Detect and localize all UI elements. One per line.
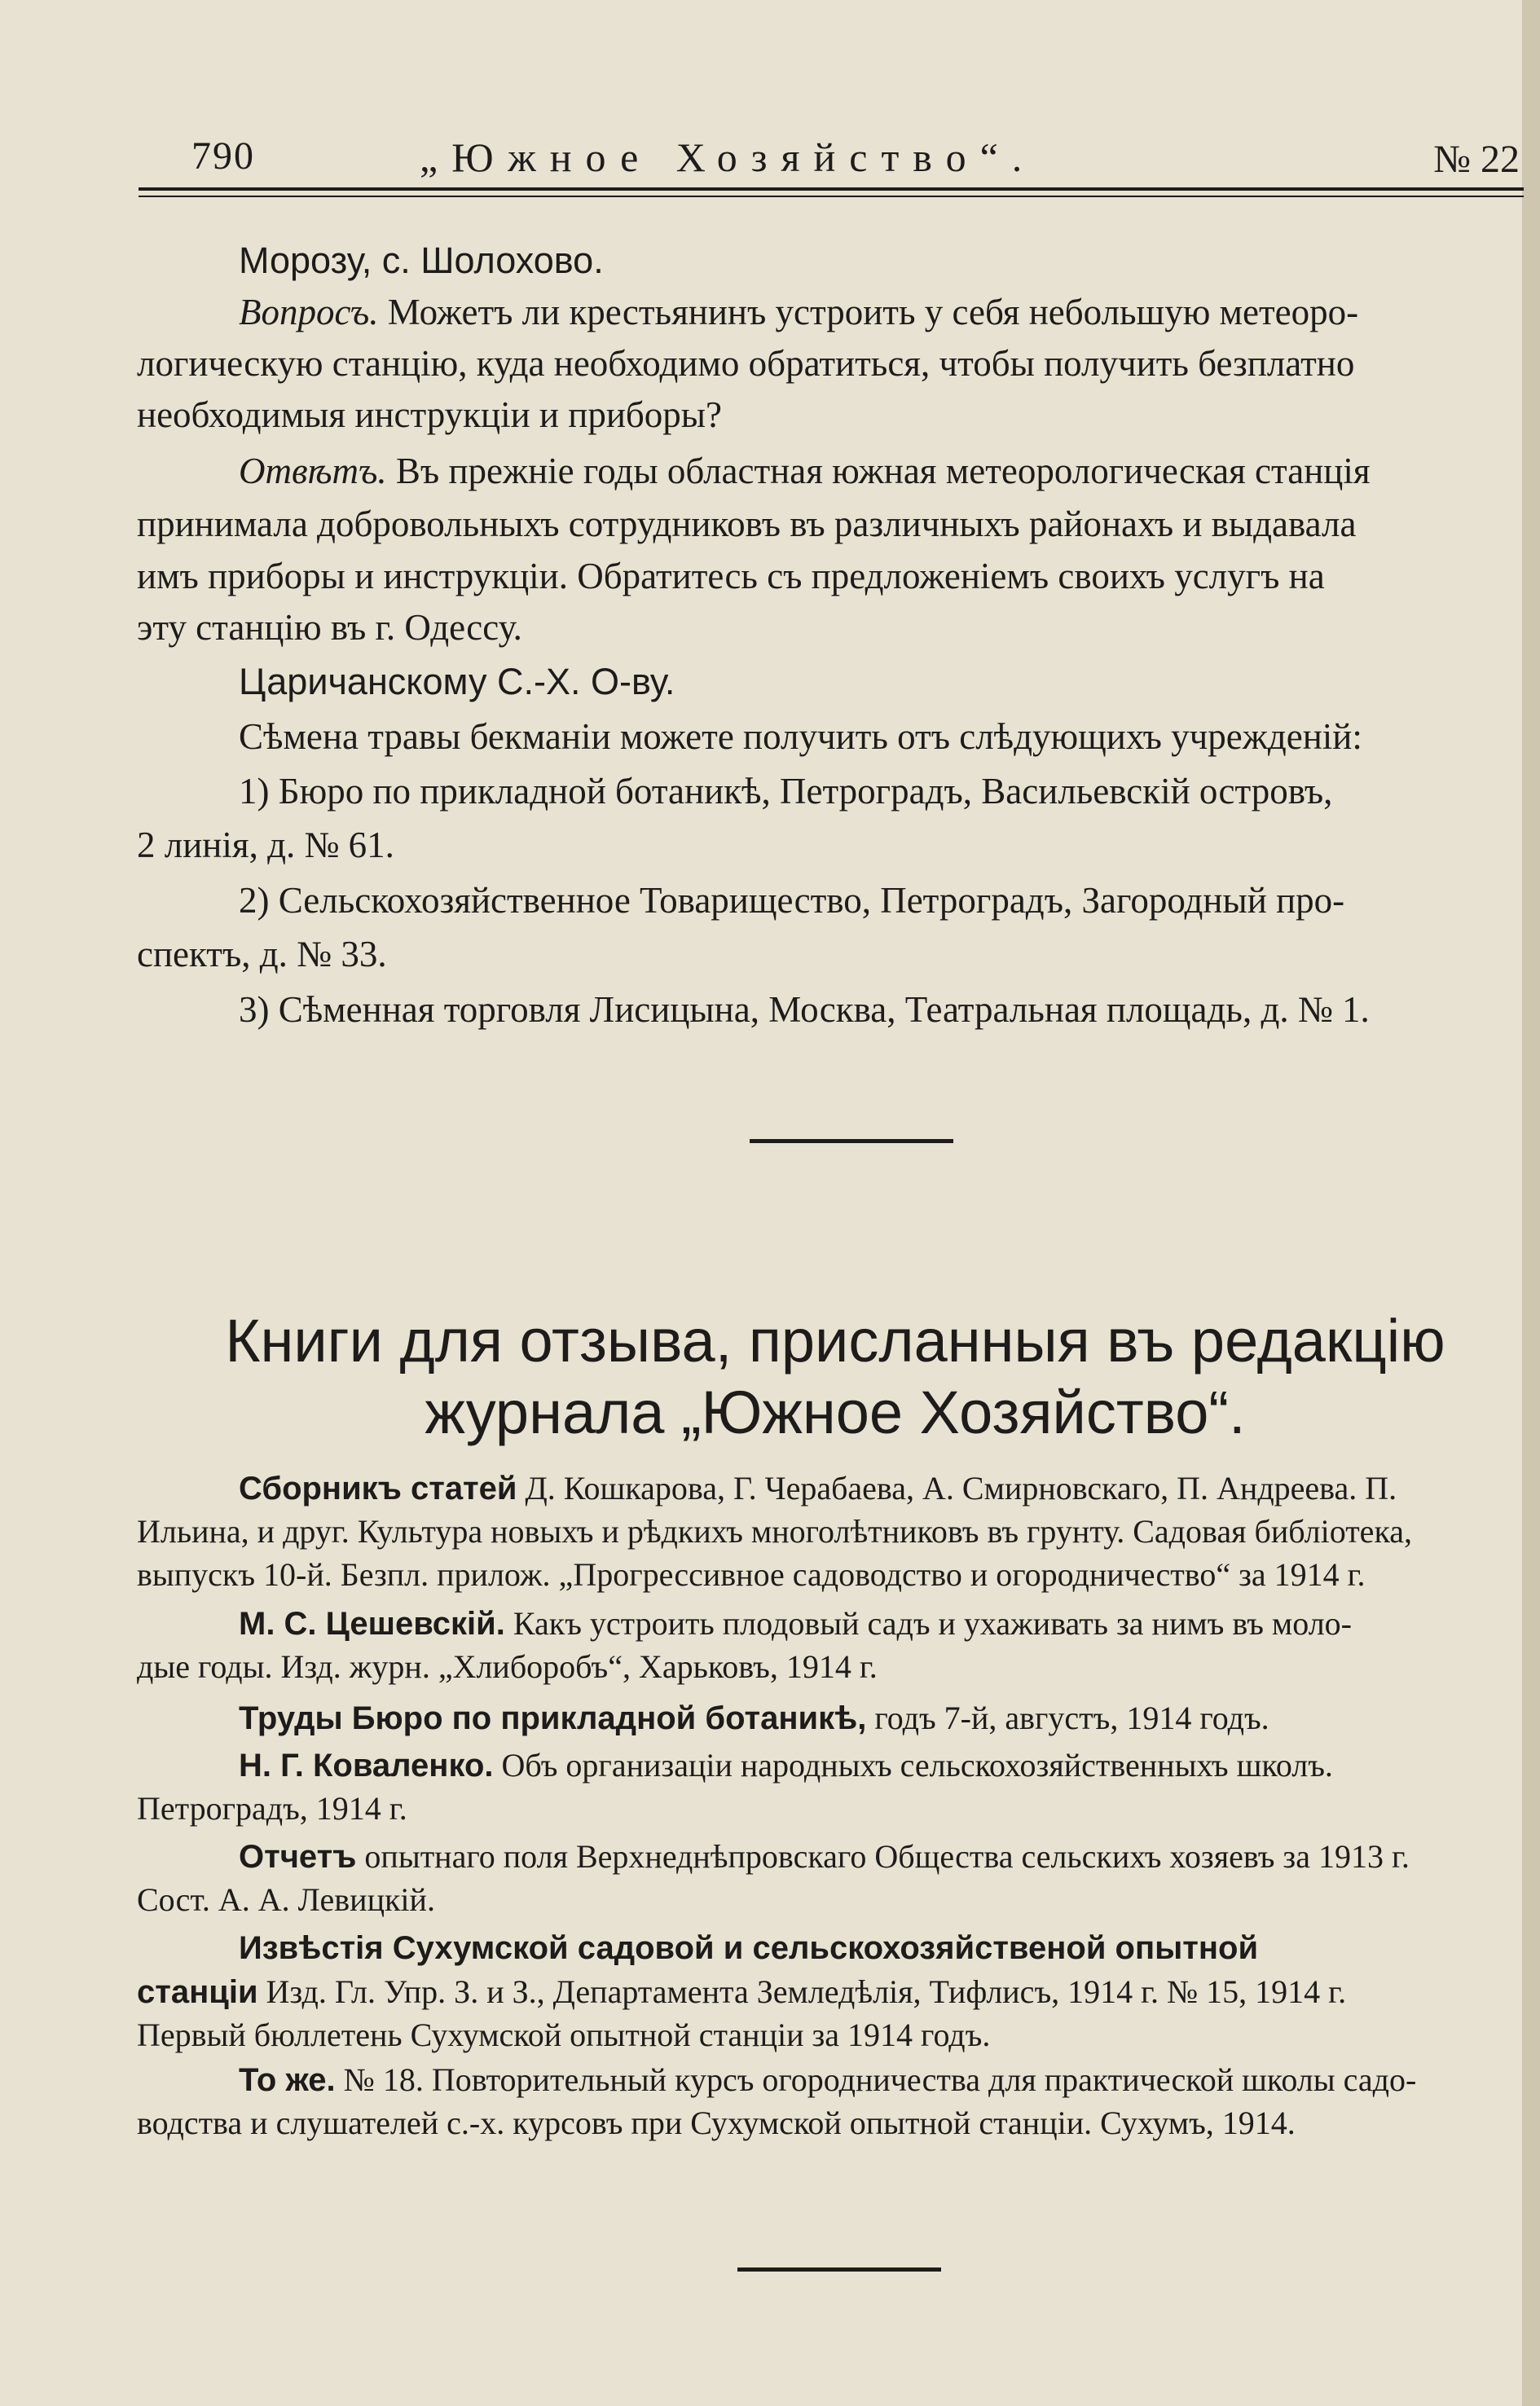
book-entry-line: Первый бюллетень Сухумской опытной станціи за 1914 годъ. [137,2017,991,2053]
answer-line: имъ приборы и инструкціи. Обратитесь съ предложеніемъ своихъ услугъ на [137,556,1325,596]
book-entry: То же. № 18. Повторительный курсъ огородничества для практической школы садо- [239,2061,1417,2098]
book-entry: М. С. Цешевскій. Какъ устроить плодовый садъ и ухаживать за нимъ въ моло- [239,1605,1352,1642]
journal-title: „Южное Хозяйство“. [420,134,1036,180]
running-header [143,122,1524,187]
header-rule [139,187,1524,191]
answer-line: принимала добровольныхъ сотрудниковъ въ различныхъ районахъ и выдавала [137,504,1357,544]
list-item: 3) Сѣменная торговля Лисицына, Москва, Театральная площадь, д. № 1. [239,989,1370,1030]
book-entry: Н. Г. Коваленко. Объ организаціи народныхъ сельскохозяйственныхъ школъ. [239,1747,1333,1784]
question-label: Вопросъ. [239,292,379,332]
issue-number: № 22 [1433,138,1520,181]
book-entry: Извѣстія Сухумской садовой и сельскохозяйственой опытной [239,1930,1259,1966]
section-divider [750,1139,953,1143]
question-line: необходимыя инструкціи и приборы? [137,394,723,435]
answer-line: эту станцію въ г. Одессу. [137,607,522,648]
list-item: спектъ, д. № 33. [137,934,387,974]
books-heading: Книги для отзыва, присланныя въ редакцію [225,1307,1445,1375]
book-entry-line: выпускъ 10-й. Безпл. прилож. „Прогрессивное садоводство и огородничество“ за 1914 г. [137,1556,1366,1593]
book-entry-line: водства и слушателей с.-х. курсовъ при Сухумской опытной станціи. Сухумъ, 1914. [137,2105,1296,2141]
list-item: 2) Сельскохозяйственное Товарищество, Петроградъ, Загородный про- [239,880,1345,921]
book-entry: Отчетъ опытнаго поля Верхнеднѣпровскаго Общества сельскихъ хозяевъ за 1913 г. [239,1838,1410,1875]
header-rule-thin [139,196,1524,197]
bottom-divider [737,2267,941,2272]
answer-label: Отвѣтъ. [239,451,387,491]
book-entry-line: Сост. А. А. Левицкій. [137,1881,435,1918]
page-number: 790 [191,134,255,178]
answer-line: Сѣмена травы бекманіи можете получить отъ слѣдующихъ учрежденій: [239,716,1362,757]
addressee-moroz: Морозу, с. Шолохово. [239,240,604,281]
question-line: логическую станцію, куда необходимо обратиться, чтобы получить безплатно [137,343,1355,384]
book-entry-line: дые годы. Изд. журн. „Хлиборобъ“, Харьковъ, 1914 г. [137,1648,878,1685]
addressee-tsarichanka: Царичанскому С.-Х. О-ву. [239,661,675,702]
list-item: 2 линія, д. № 61. [137,825,394,865]
answer-line: Отвѣтъ. Въ прежніе годы областная южная метеорологическая станція [239,451,1371,491]
book-entry: Труды Бюро по прикладной ботаникѣ, годъ 7-й, августъ, 1914 годъ. [239,1700,1269,1736]
book-entry: Сборникъ статей Д. Кошкарова, Г. Черабаева, А. Смирновскаго, П. Андреева. П. [239,1470,1397,1506]
question-line: Вопросъ. Можетъ ли крестьянинъ устроить у себя небольшую метеоро- [239,292,1359,332]
books-heading-line2: журнала „Южное Хозяйство“. [425,1379,1246,1446]
book-entry-line: Ильина, и друг. Культура новыхъ и рѣдкихъ многолѣтниковъ въ грунту. Садовая библіотека, [137,1513,1413,1550]
book-entry-line: Петроградъ, 1914 г. [137,1790,407,1827]
book-entry-line: станціи Изд. Гл. Упр. З. и З., Департамента Земледѣлія, Тифлисъ, 1914 г. № 15, 1914 г. [137,1973,1347,2010]
list-item: 1) Бюро по прикладной ботаникѣ, Петроградъ, Васильевскій островъ, [239,771,1333,812]
